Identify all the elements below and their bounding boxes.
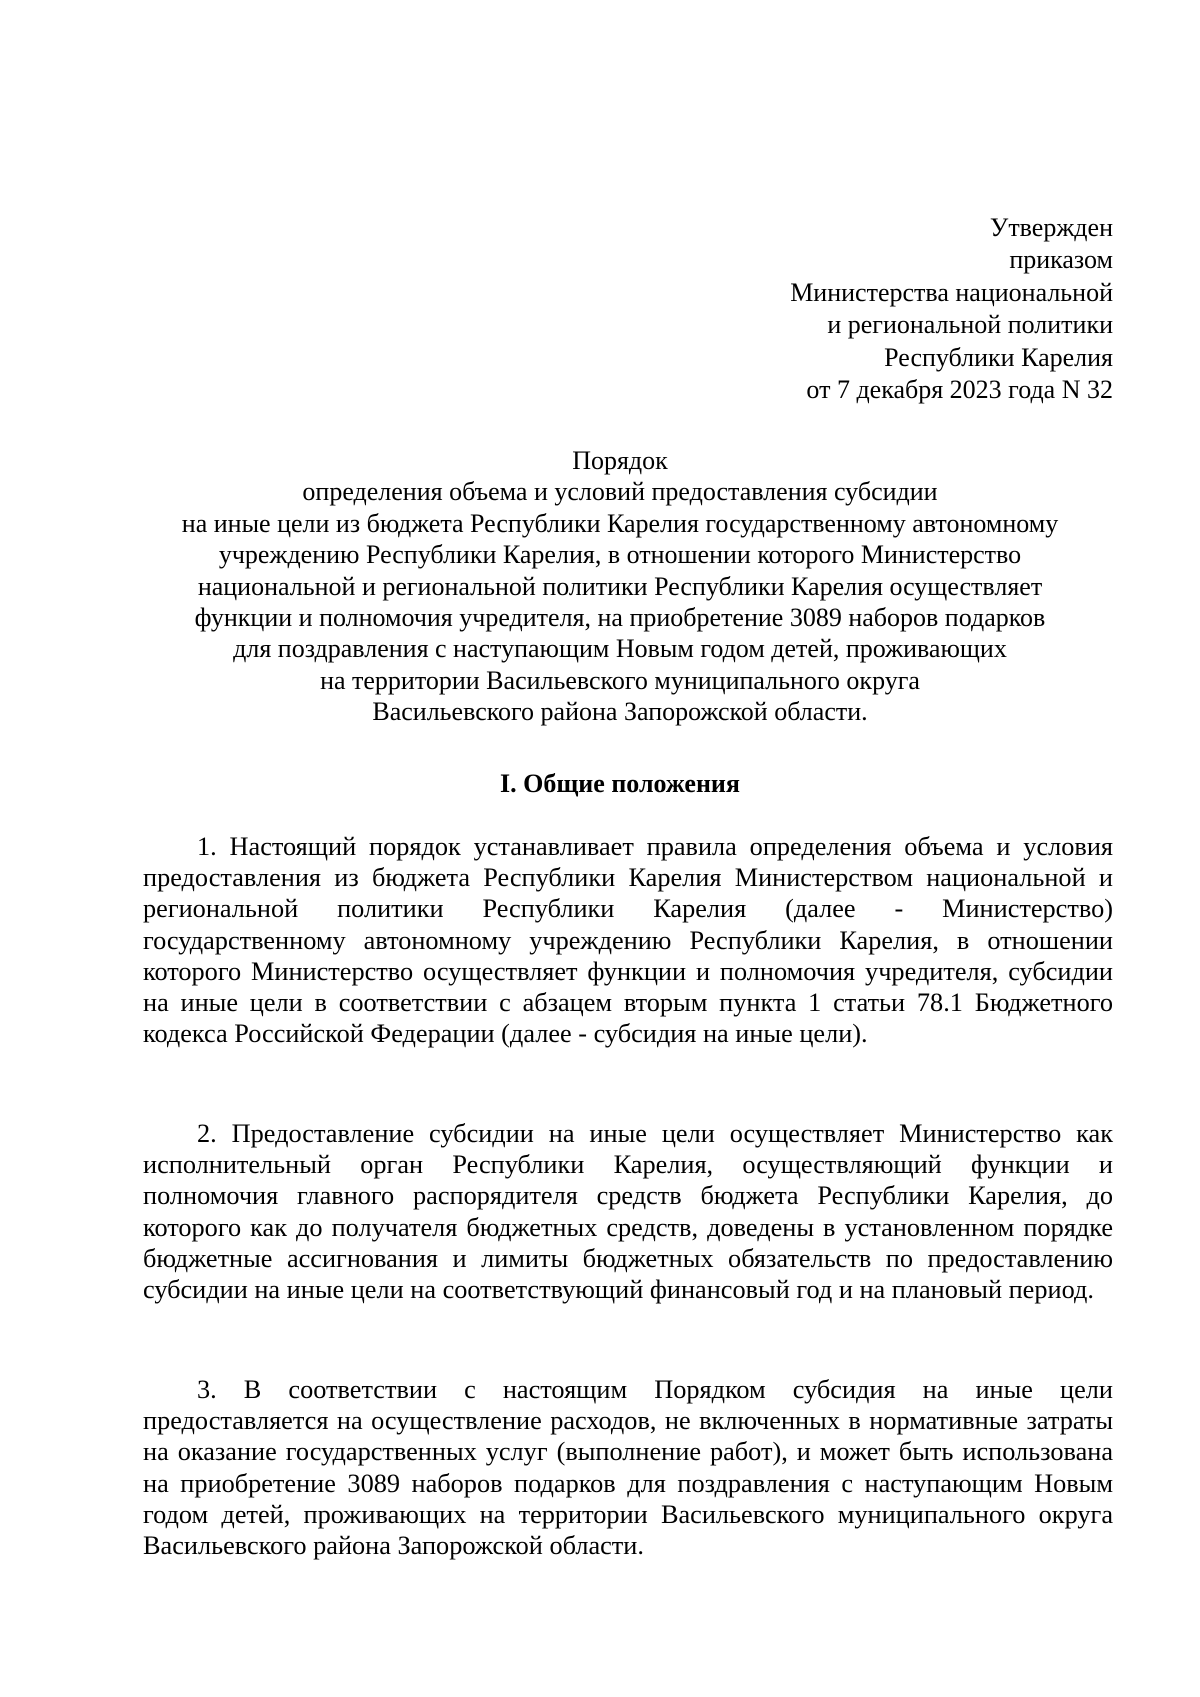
title-line: определения объема и условий предоставления субсидии	[302, 477, 938, 507]
title-line: национальной и региональной политики Республики Карелия осуществляет	[197, 571, 1043, 601]
title-line: на иные цели из бюджета Республики Карелия государственному автономному	[181, 508, 1059, 538]
approval-line: от 7 декабря 2023 года N 32	[806, 375, 1113, 405]
approval-line: приказом	[1009, 245, 1113, 275]
approval-line: Утвержден	[989, 213, 1113, 242]
paragraph-3: 3. В соответствии с настоящим Порядком субсидия на иные цели предоставляется на осуществление расходов, не включенных в нормативные затраты на оказание государственных услуг (выполнение работ), и может быть использована на приобретение 3089 наборов подарков для поздравления с наступающим Новым годом детей, проживающих на территории Васильевского муниципального округа Васильевского района Запорожской области.	[143, 1375, 1113, 1561]
approval-line: Республики Карелия	[884, 342, 1113, 372]
paragraph-2: 2. Предоставление субсидии на иные цели осуществляет Министерство как исполнительный орган Республики Карелия, осуществляющий функции и полномочия главного распорядителя средств бюджета Республики Карелия, до которого как до получателя бюджетных средств, доведены в установленном порядке бюджетные ассигнования и лимиты бюджетных обязательств по предоставлению субсидии на иные цели на соответствующий финансовый год и на плановый период.	[143, 1119, 1113, 1305]
section-heading: I. Общие положения	[500, 769, 740, 798]
title-line: на территории Васильевского муниципального округа	[320, 665, 920, 695]
document-title	[140, 445, 1100, 728]
approval-line: Министерства национальной	[790, 277, 1113, 307]
approval-block	[790, 212, 1113, 406]
approval-line: и региональной политики	[827, 310, 1113, 340]
title-line: Порядок	[572, 446, 668, 475]
title-line: функции и полномочия учредителя, на приобретение 3089 наборов подарков	[194, 603, 1046, 633]
paragraph-1: 1. Настоящий порядок устанавливает правила определения объема и условия предоставления из бюджета Республики Карелия Министерством национальной и региональной политики Республики Карелия (далее - Министерство) государственному автономному учреждению Республики Карелия, в отношении которого Министерство осуществляет функции и полномочия учредителя, субсидии на иные цели в соответствии с абзацем вторым пункта 1 статьи 78.1 Бюджетного кодекса Российской Федерации (далее - субсидия на иные цели).	[143, 832, 1113, 1049]
title-line: учреждению Республики Карелия, в отношении которого Министерство	[218, 540, 1022, 570]
title-line: для поздравления с наступающим Новым годом детей, проживающих	[233, 634, 1007, 664]
title-line: Васильевского района Запорожской области.	[372, 697, 868, 727]
